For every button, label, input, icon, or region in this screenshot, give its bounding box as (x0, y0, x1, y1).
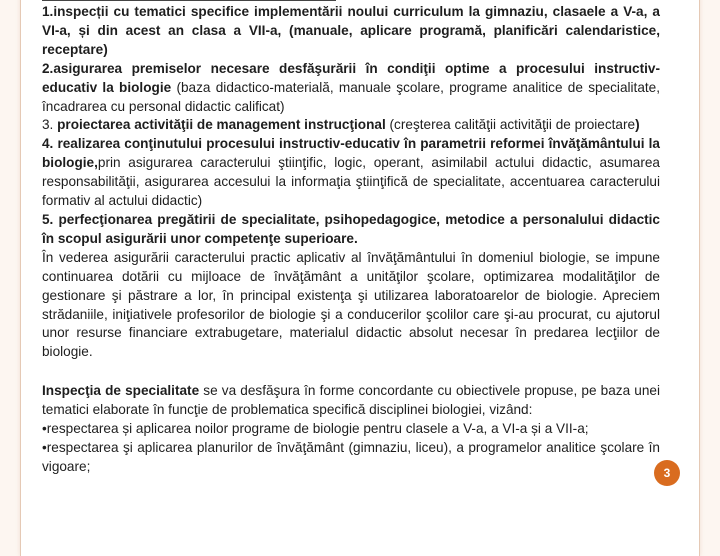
paragraph-4-bold: 4. realizarea conţinutului procesului instructiv-educativ în parametrii reformei învăţământului la biologie, (42, 136, 660, 171)
paragraph-3-text: (creşterea calităţii activităţii de proiectare (385, 117, 636, 133)
paragraph-7-bold: Inspecţia de specialitate (42, 383, 200, 399)
paragraph-4 (42, 135, 660, 211)
top-rule (42, 0, 336, 1)
paragraph-2 (42, 60, 660, 117)
paragraph-2-bold: 2.asigurarea premiselor necesare desfăşurării în condiţii optime a procesului instructiv-educativ la biologie (42, 60, 660, 95)
paragraph-3-lead: 3. (42, 117, 58, 133)
paragraph-1-bold: 1.inspecții cu tematici specifice implementării noului curriculum la gimnaziu, clasaele a V-a, a VI-a, și din acest an clasa a VII-a, (manuale, aplicare programă, planificări calendaristice, receptare) (42, 4, 660, 57)
bullet-item-2: •respectarea şi aplicarea planurilor de învăţământ (gimnaziu, liceu), a programelor analitice şcolare în vigoare; (42, 439, 660, 474)
paragraph-7 (42, 382, 660, 420)
paragraph-3 (42, 116, 660, 135)
paragraph-4-text: prin asigurarea caracterului ştiinţific, logic, operant, asimilabil actului didactic, asumarea responsabilităţii, asigurarea accesului la informaţia ştiinţifică de specialitate, accentuarea caracterului formativ al actului didactic) (42, 155, 660, 209)
paragraph-1 (42, 3, 660, 60)
bullet-item-1: •respectarea și aplicarea noilor programe de biologie pentru clasele a V-a, a VI-a și a VII-a; (42, 421, 589, 437)
paragraph-3-close: ) (635, 117, 640, 133)
paragraph-5-bold: 5. perfecţionarea pregătirii de specialitate, psihopedagogice, metodice a personalului didactic în scopul asigurării unor competenţe superioare. (42, 211, 660, 246)
paragraph-6 (42, 249, 660, 362)
paragraph-3-bold: proiectarea activităţii de management instrucţional (57, 117, 386, 133)
paragraph-6-text: În vederea asigurării caracterului practic aplicativ al învăţământului în domeniul biologie, se impune continuarea dotării cu mijloace de învăţământ a unităţilor şcolare, optimizarea modalităţilor de gestionare şi păstrare a lor, în principal existenţa şi utilizarea laboratoarelor de biologie. Apreciem strădaniile, iniţiativele profesorilor de biologie şi a conducerilor şcolilor care şi-au procurat, cu ajutorul unor resurse financiare extrabugetare, materialul didactic absolut necesar în predarea lecţiilor de biologie. (42, 249, 660, 360)
paragraph-5 (42, 211, 660, 249)
page-number-badge: 3 (654, 460, 680, 486)
paragraph-7-text: se va desfăşura în forme concordante cu obiectivele propuse, pe baza unei tematici elaborate în funcţie de problematica specifică disciplinei biologiei, vizând: (42, 383, 660, 418)
paragraph-2-text: (baza didactico-materială, manuale şcolare, programe analitice de specialitate, încadrarea cu personal didactic calificat) (42, 79, 660, 114)
slide-body (42, 3, 660, 477)
